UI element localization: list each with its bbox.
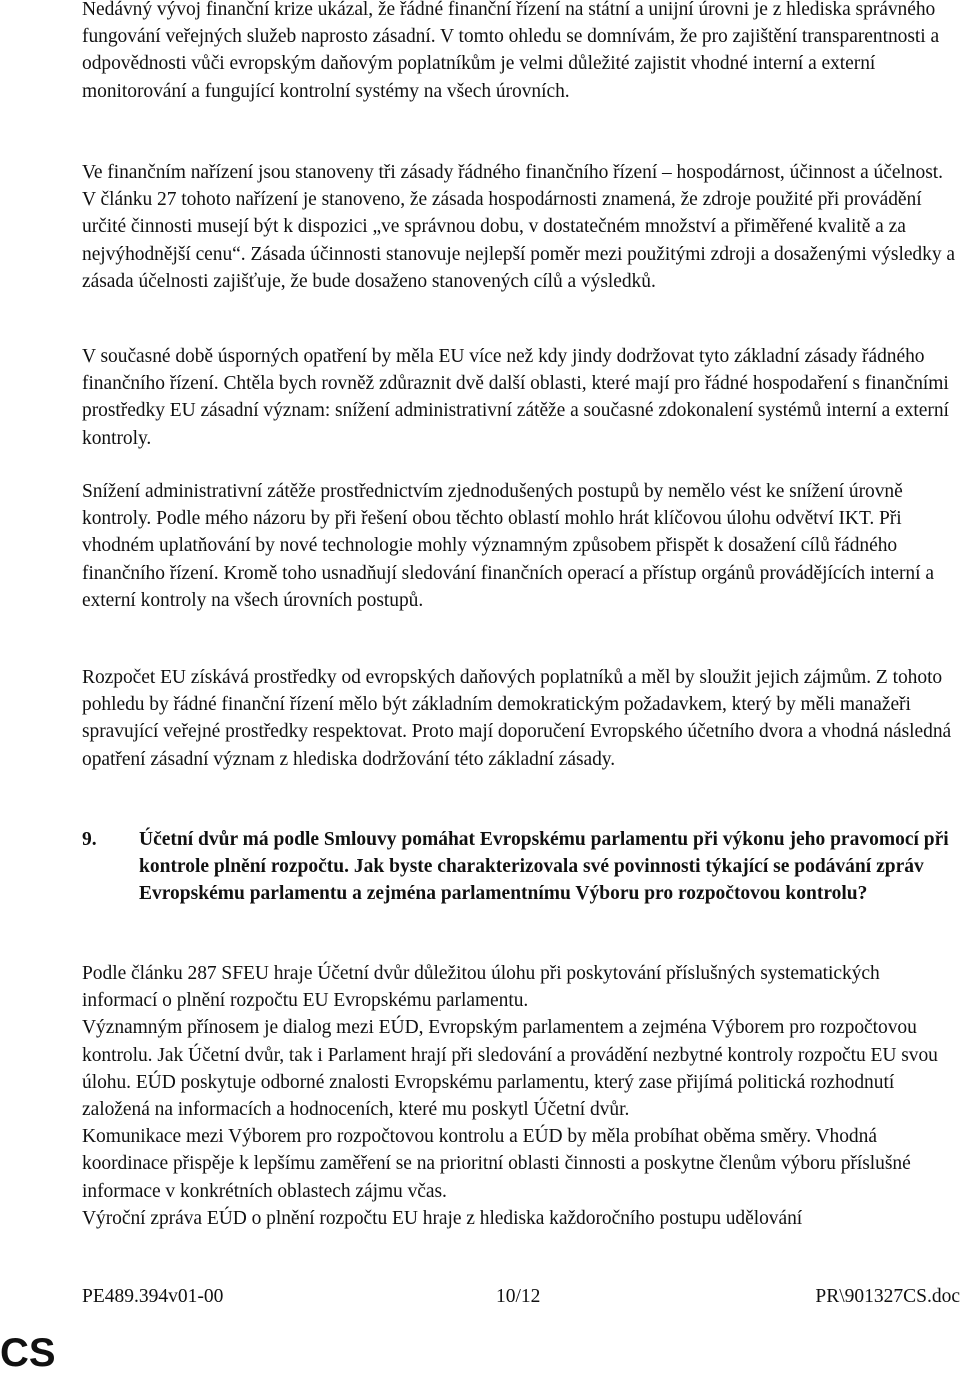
answer-block: [82, 960, 958, 1232]
question-text: Účetní dvůr má podle Smlouvy pomáhat Evropskému parlamentu při výkonu jeho pravomocí při kontrole plnění rozpočtu. Jak byste charakterizovala své povinnosti týkající se podávání zpráv Evropskému parlamentu a zejména parlamentnímu Výboru pro rozpočtovou kontrolu?: [139, 829, 949, 905]
answer-line: Podle článku 287 SFEU hraje Účetní dvůr důležitou úlohu při poskytování příslušných systematických informací o plnění rozpočtu EU Evropskému parlamentu.: [82, 963, 880, 1012]
footer-reference: PE489.394v01-00: [82, 1286, 224, 1307]
paragraph-financial-regulation-principles: Ve finančním nařízení jsou stanoveny tři zásady řádného finančního řízení – hospodárnost, účinnost a účelnost. V článku 27 tohoto nařízení je stanoveno, že zásada hospodárnosti znamená, že zdroje použité při provádění určité činnosti musejí být k dispozici „ve správnou dobu, v dostatečném množství a přiměřené kvalitě a za nejvýhodnější cenu“. Zásada účinnosti stanovuje nejlepší poměr mezi použitými zdroji a dosaženými výsledky a zásada účelnosti zajišťuje, že bude dosaženo stanovených cílů a výsledků.: [82, 162, 955, 292]
answer-line: Významným přínosem je dialog mezi EÚD, Evropským parlamentem a zejména Výborem pro rozpočtovou kontrolu. Jak Účetní dvůr, tak i Parlament hrají při sledování a provádění nezbytné kontroly rozpočtu EU svou úlohu. EÚD poskytuje odborné znalosti Evropskému parlamentu, který zase přijímá politická rozhodnutí založená na informacích a hodnoceních, které mu poskytl Účetní dvůr.: [82, 1017, 938, 1121]
answer-line: Výroční zpráva EÚD o plnění rozpočtu EU hraje z hlediska každoročního postupu udělování: [82, 1207, 803, 1229]
page-footer: [82, 1286, 960, 1314]
question-9: [82, 826, 958, 908]
footer-page-number: 10/12: [496, 1286, 541, 1307]
answer-line: Komunikace mezi Výborem pro rozpočtovou kontrolu a EÚD by měla probíhat oběma směry. Vhodná koordinace přispěje k lepšímu zaměření se na prioritní oblasti činnosti a poskytne členům výboru příslušné informace v konkrétních oblastech zájmu včas.: [82, 1126, 911, 1202]
paragraph-financial-crisis: Nedávný vývoj finanční krize ukázal, že řádné finanční řízení na státní a unijní úrovni je z hlediska správného fungování veřejných služeb naprosto zásadní. V tomto ohledu se domnívám, že pro zajištění transparentnosti a odpovědnosti vůči evropským daňovým poplatníkům je velmi důležité zajistit vhodné interní a externí monitorování a fungující kontrolní systémy na všech úrovních.: [82, 0, 940, 102]
paragraph-administrative-burden: Snížení administrativní zátěže prostřednictvím zjednodušených postupů by nemělo vést ke snížení úrovně kontroly. Podle mého názoru by při řešení obou těchto oblastí mohlo hrát klíčovou úlohu odvětví IKT. Při vhodném uplatňování by nové technologie mohly významným způsobem přispět k dosažení cílů řádného finančního řízení. Kromě toho usnadňují sledování finančních operací a přístup orgánů provádějících interní a externí kontroly na všech úrovních postupů.: [82, 481, 934, 611]
language-code: CS: [0, 1331, 56, 1375]
footer-document-name: PR\901327CS.doc: [815, 1286, 960, 1307]
question-number: 9.: [82, 829, 97, 850]
paragraph-eu-budget: Rozpočet EU získává prostředky od evropských daňových poplatníků a měl by sloužit jejich zájmům. Z tohoto pohledu by řádné finanční řízení mělo být základním demokratickým požadavkem, který by měli manažeři spravující veřejné prostředky respektovat. Proto mají doporučení Evropského účetního dvora a vhodná následná opatření zásadní význam z hlediska dodržování této základní zásady.: [82, 667, 952, 770]
paragraph-austerity: V současné době úsporných opatření by měla EU více než kdy jindy dodržovat tyto základní zásady řádného finančního řízení. Chtěla bych rovněž zdůraznit dvě další oblasti, které mají pro řádné hospodaření s finančními prostředky EU zásadní význam: snížení administrativní zátěže a současné zdokonalení systémů interní a externí kontroly.: [82, 346, 949, 449]
